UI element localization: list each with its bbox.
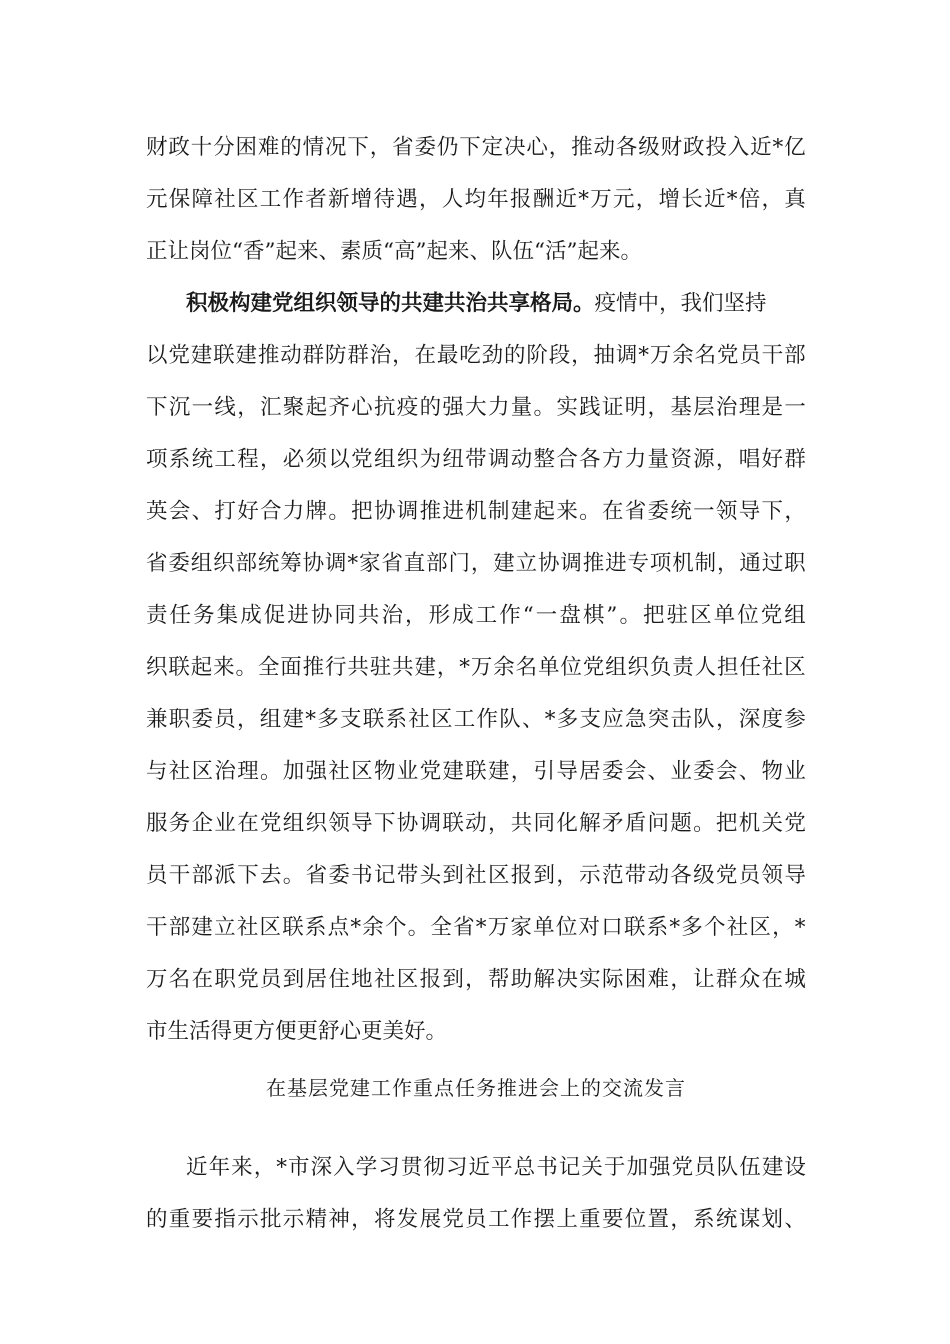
paragraph-text: 疫情中，我们坚持	[594, 291, 767, 316]
text-line: 织 联 起 来 。 全 面 推 行 共 驻 共 建 ， * 万 余 名 单 位 党 组 织 负 责 人 担 任 社 区	[146, 655, 806, 680]
text-line	[146, 278, 806, 330]
text-line: 元 保 障 社 区 工 作 者 新 增 待 遇 ， 人 均 年 报 酬 近 * 万 元 ， 增 长 近 * 倍 ， 真	[146, 187, 806, 212]
text-line: 市生活得更方便更舒心更美好。	[146, 1019, 448, 1044]
text-line: 的 重 要 指 示 批 示 精 神 ， 将 发 展 党 员 工 作 摆 上 重 要 位 置 ， 系 统 谋 划 、	[146, 1207, 806, 1232]
text-line: 责 任 务 集 成 促 进 协 同 共 治 ， 形 成 工 作 “ 一 盘 棋 ” 。 把 驻 区 单 位 党 组	[146, 603, 806, 628]
text-line: 近 年 来 ， * 市 深 入 学 习 贯 彻 习 近 平 总 书 记 关 于 加 强 党 员 队 伍 建 设	[186, 1155, 806, 1180]
text-line: 正让岗位“香”起来、素质“高”起来、队伍“活”起来。	[146, 239, 642, 264]
paragraph-1	[146, 122, 806, 278]
text-line: 服 务 企 业 在 党 组 织 领 导 下 协 调 联 动 ， 共 同 化 解 矛 盾 问 题 。 把 机 关 党	[146, 811, 806, 836]
paragraph-heading: 积极构建党组织领导的共建共治共享格局。	[186, 291, 595, 316]
text-line: 以 党 建 联 建 推 动 群 防 群 治 ， 在 最 吃 劲 的 阶 段 ， 抽 调 * 万 余 名 党 员 干 部	[146, 343, 806, 368]
paragraph-2	[146, 278, 806, 1058]
text-line: 省 委 组 织 部 统 筹 协 调 * 家 省 直 部 门 ， 建 立 协 调 推 进 专 项 机 制 ， 通 过 职	[146, 551, 806, 576]
text-line: 下 沉 一 线 ， 汇 聚 起 齐 心 抗 疫 的 强 大 力 量 。 实 践 证 明 ， 基 层 治 理 是 一	[146, 395, 806, 420]
paragraph-3	[146, 1142, 806, 1246]
text-line: 兼 职 委 员 ， 组 建 * 多 支 联 系 社 区 工 作 队 、 * 多 支 应 急 突 击 队 ， 深 度 参	[146, 707, 806, 732]
text-line: 英 会 、 打 好 合 力 牌 。 把 协 调 推 进 机 制 建 起 来 。 在 省 委 统 一 领 导 下 ，	[146, 499, 806, 524]
section-title	[146, 1064, 806, 1112]
text-line: 与 社 区 治 理 。 加 强 社 区 物 业 党 建 联 建 ， 引 导 居 委 会 、 业 委 会 、 物 业	[146, 759, 806, 784]
document-page	[146, 122, 806, 1246]
text-line: 项 系 统 工 程 ， 必 须 以 党 组 织 为 纽 带 调 动 整 合 各 方 力 量 资 源 ， 唱 好 群	[146, 447, 806, 472]
text-line: 万 名 在 职 党 员 到 居 住 地 社 区 报 到 ， 帮 助 解 决 实 际 困 难 ， 让 群 众 在 城	[146, 967, 806, 992]
text-line: 干 部 建 立 社 区 联 系 点 * 余 个 。 全 省 * 万 家 单 位 对 口 联 系 * 多 个 社 区 ， *	[146, 915, 806, 940]
text-line: 员 干 部 派 下 去 。 省 委 书 记 带 头 到 社 区 报 到 ， 示 范 带 动 各 级 党 员 领 导	[146, 863, 806, 888]
section-title-text: 在基层党建工作重点任务推进会上的交流发言	[266, 1076, 686, 1100]
text-line: 财 政 十 分 困 难 的 情 况 下 ， 省 委 仍 下 定 决 心 ， 推 动 各 级 财 政 投 入 近 * 亿	[146, 135, 806, 160]
